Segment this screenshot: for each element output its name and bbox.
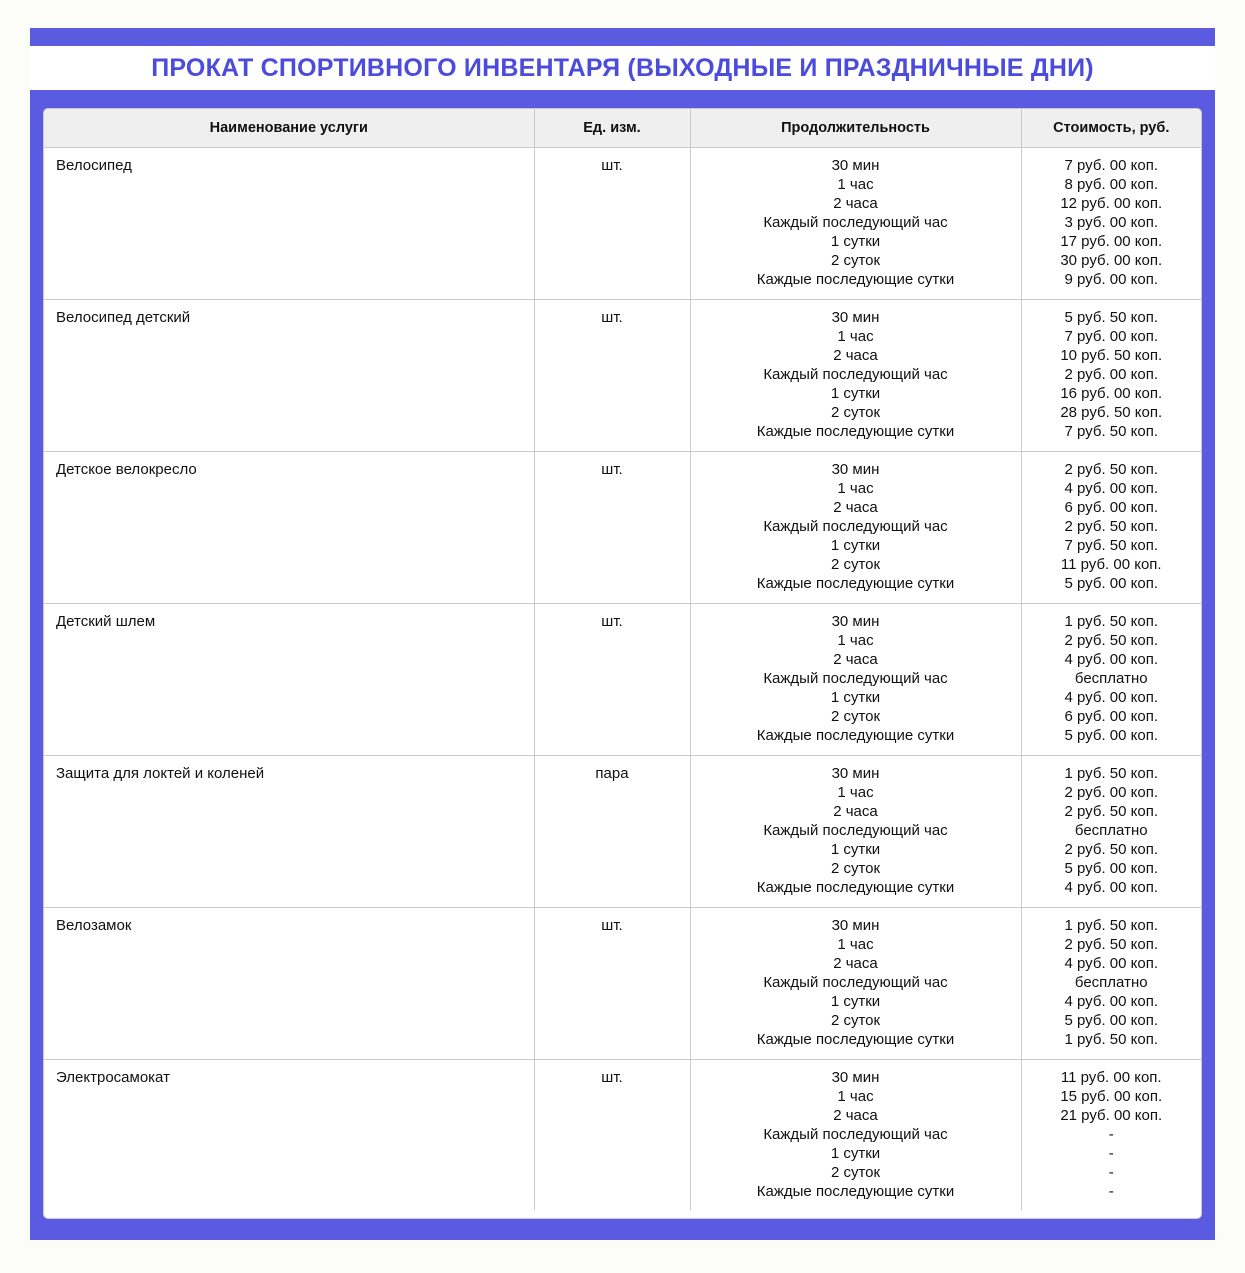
price-line: бесплатно	[1074, 822, 1148, 839]
duration-line: 1 сутки	[830, 385, 881, 402]
duration-line: 1 час	[837, 1088, 874, 1105]
price-cell	[1021, 908, 1201, 1060]
table-row	[44, 756, 1201, 908]
table-header	[44, 109, 1201, 148]
price-cell	[1021, 604, 1201, 756]
duration-line: 30 мин	[831, 309, 880, 326]
header-price: Стоимость, руб.	[1021, 109, 1201, 148]
duration-line: 2 часа	[833, 1107, 878, 1124]
price-line: 5 руб. 00 коп.	[1064, 575, 1158, 592]
price-line: -	[1108, 1126, 1114, 1143]
duration-cell	[690, 604, 1021, 756]
price-line: -	[1108, 1164, 1114, 1181]
price-line: 1 руб. 50 коп.	[1064, 613, 1158, 630]
price-line: 11 руб. 00 коп.	[1060, 556, 1162, 573]
table-row	[44, 908, 1201, 1060]
price-cell	[1021, 756, 1201, 908]
duration-line: 2 суток	[830, 556, 881, 573]
duration-cell	[690, 1060, 1021, 1210]
duration-line: Каждый последующий час	[763, 1126, 948, 1143]
duration-line: 2 суток	[830, 1164, 881, 1181]
service-name-cell: Электросамокат	[44, 1060, 534, 1210]
table-row	[44, 452, 1201, 604]
duration-cell	[690, 756, 1021, 908]
price-line: 12 руб. 00 коп.	[1060, 195, 1163, 212]
price-line: 7 руб. 50 коп.	[1064, 423, 1158, 440]
title-band	[30, 46, 1215, 90]
price-line: 11 руб. 00 коп.	[1060, 1069, 1162, 1086]
service-name-cell: Детский шлем	[44, 604, 534, 756]
service-name-cell: Велозамок	[44, 908, 534, 1060]
unit-cell: шт.	[534, 1060, 690, 1210]
price-line: 6 руб. 00 коп.	[1064, 708, 1158, 725]
duration-cell	[690, 148, 1021, 300]
duration-line: 1 час	[837, 632, 874, 649]
price-line: 5 руб. 00 коп.	[1064, 1012, 1158, 1029]
price-line: 4 руб. 00 коп.	[1064, 651, 1158, 668]
price-line: 1 руб. 50 коп.	[1064, 1031, 1158, 1048]
duration-line: 30 мин	[831, 1069, 880, 1086]
duration-line: 30 мин	[831, 157, 880, 174]
price-line: 15 руб. 00 коп.	[1060, 1088, 1163, 1105]
price-cell	[1021, 452, 1201, 604]
price-line: 9 руб. 00 коп.	[1064, 271, 1158, 288]
duration-line: Каждые последующие сутки	[756, 271, 955, 288]
price-cell	[1021, 148, 1201, 300]
price-cell	[1021, 1060, 1201, 1210]
duration-line: 1 сутки	[830, 841, 881, 858]
unit-cell: шт.	[534, 908, 690, 1060]
price-line: 1 руб. 50 коп.	[1064, 765, 1158, 782]
price-line: 2 руб. 50 коп.	[1064, 936, 1158, 953]
duration-line: 1 сутки	[830, 537, 881, 554]
table-row	[44, 300, 1201, 452]
price-line: 7 руб. 00 коп.	[1064, 157, 1158, 174]
header-duration: Продолжительность	[690, 109, 1021, 148]
duration-line: 1 сутки	[830, 689, 881, 706]
unit-cell: пара	[534, 756, 690, 908]
duration-line: 2 часа	[833, 955, 878, 972]
price-line: 2 руб. 50 коп.	[1064, 518, 1158, 535]
price-line: бесплатно	[1074, 974, 1148, 991]
duration-line: 1 сутки	[830, 1145, 881, 1162]
duration-line: Каждый последующий час	[763, 366, 948, 383]
price-line: 16 руб. 00 коп.	[1060, 385, 1163, 402]
price-line: 2 руб. 50 коп.	[1064, 803, 1158, 820]
price-line: 4 руб. 00 коп.	[1064, 993, 1158, 1010]
duration-line: 2 суток	[830, 404, 881, 421]
duration-line: 2 суток	[830, 708, 881, 725]
duration-line: Каждый последующий час	[763, 974, 948, 991]
duration-line: 1 час	[837, 784, 874, 801]
price-line: -	[1108, 1183, 1114, 1200]
price-line: 4 руб. 00 коп.	[1064, 879, 1158, 896]
price-line: 10 руб. 50 коп.	[1060, 347, 1163, 364]
service-name-cell: Защита для локтей и коленей	[44, 756, 534, 908]
duration-line: 1 час	[837, 480, 874, 497]
service-name-cell: Детское велокресло	[44, 452, 534, 604]
page-title: ПРОКАТ СПОРТИВНОГО ИНВЕНТАРЯ (ВЫХОДНЫЕ И ПРАЗДНИЧНЫЕ ДНИ)	[151, 53, 1094, 82]
duration-line: Каждые последующие сутки	[756, 879, 955, 896]
price-line: 2 руб. 00 коп.	[1064, 366, 1158, 383]
duration-line: 2 часа	[833, 651, 878, 668]
price-line: 2 руб. 50 коп.	[1064, 461, 1158, 478]
duration-line: Каждый последующий час	[763, 214, 948, 231]
service-name-cell: Велосипед детский	[44, 300, 534, 452]
duration-line: 30 мин	[831, 765, 880, 782]
price-line: 2 руб. 50 коп.	[1064, 841, 1158, 858]
price-table-container	[43, 108, 1202, 1219]
table-row	[44, 148, 1201, 300]
price-line: 4 руб. 00 коп.	[1064, 689, 1158, 706]
duration-line: 2 часа	[833, 499, 878, 516]
price-line: 5 руб. 00 коп.	[1064, 727, 1158, 744]
duration-line: Каждые последующие сутки	[756, 1031, 955, 1048]
table-row	[44, 1060, 1201, 1210]
price-cell	[1021, 300, 1201, 452]
duration-cell	[690, 452, 1021, 604]
duration-cell	[690, 300, 1021, 452]
top-accent-bar	[30, 28, 1215, 46]
price-table	[44, 109, 1201, 1210]
price-line: 4 руб. 00 коп.	[1064, 480, 1158, 497]
table-row	[44, 604, 1201, 756]
duration-line: 1 час	[837, 936, 874, 953]
price-line: 8 руб. 00 коп.	[1064, 176, 1158, 193]
table-frame	[30, 90, 1215, 1240]
duration-cell	[690, 908, 1021, 1060]
price-line: 3 руб. 00 коп.	[1064, 214, 1158, 231]
price-line: 17 руб. 00 коп.	[1060, 233, 1163, 250]
header-service-name: Наименование услуги	[44, 109, 534, 148]
price-line: 5 руб. 50 коп.	[1064, 309, 1158, 326]
duration-line: 1 час	[837, 328, 874, 345]
price-line: 30 руб. 00 коп.	[1060, 252, 1163, 269]
duration-line: Каждые последующие сутки	[756, 1183, 955, 1200]
duration-line: 2 суток	[830, 860, 881, 877]
duration-line: 30 мин	[831, 613, 880, 630]
price-line: бесплатно	[1074, 670, 1148, 687]
unit-cell: шт.	[534, 148, 690, 300]
duration-line: 30 мин	[831, 917, 880, 934]
unit-cell: шт.	[534, 604, 690, 756]
duration-line: Каждые последующие сутки	[756, 727, 955, 744]
duration-line: Каждый последующий час	[763, 670, 948, 687]
service-name-cell: Велосипед	[44, 148, 534, 300]
price-line: 2 руб. 00 коп.	[1064, 784, 1158, 801]
duration-line: 1 час	[837, 176, 874, 193]
table-body	[44, 148, 1201, 1210]
duration-line: 30 мин	[831, 461, 880, 478]
price-line: 5 руб. 00 коп.	[1064, 860, 1158, 877]
unit-cell: шт.	[534, 452, 690, 604]
duration-line: Каждые последующие сутки	[756, 423, 955, 440]
price-line: 21 руб. 00 коп.	[1060, 1107, 1163, 1124]
duration-line: 1 сутки	[830, 233, 881, 250]
header-unit: Ед. изм.	[534, 109, 690, 148]
duration-line: 2 часа	[833, 347, 878, 364]
duration-line: Каждый последующий час	[763, 518, 948, 535]
price-line: 28 руб. 50 коп.	[1060, 404, 1163, 421]
price-line: 2 руб. 50 коп.	[1064, 632, 1158, 649]
duration-line: 1 сутки	[830, 993, 881, 1010]
header-row	[44, 109, 1201, 148]
duration-line: Каждые последующие сутки	[756, 575, 955, 592]
price-line: 6 руб. 00 коп.	[1064, 499, 1158, 516]
price-line: -	[1108, 1145, 1114, 1162]
duration-line: 2 часа	[833, 803, 878, 820]
price-line: 7 руб. 00 коп.	[1064, 328, 1158, 345]
price-line: 4 руб. 00 коп.	[1064, 955, 1158, 972]
price-line: 1 руб. 50 коп.	[1064, 917, 1158, 934]
duration-line: 2 суток	[830, 252, 881, 269]
duration-line: 2 часа	[833, 195, 878, 212]
unit-cell: шт.	[534, 300, 690, 452]
price-line: 7 руб. 50 коп.	[1064, 537, 1158, 554]
duration-line: Каждый последующий час	[763, 822, 948, 839]
duration-line: 2 суток	[830, 1012, 881, 1029]
